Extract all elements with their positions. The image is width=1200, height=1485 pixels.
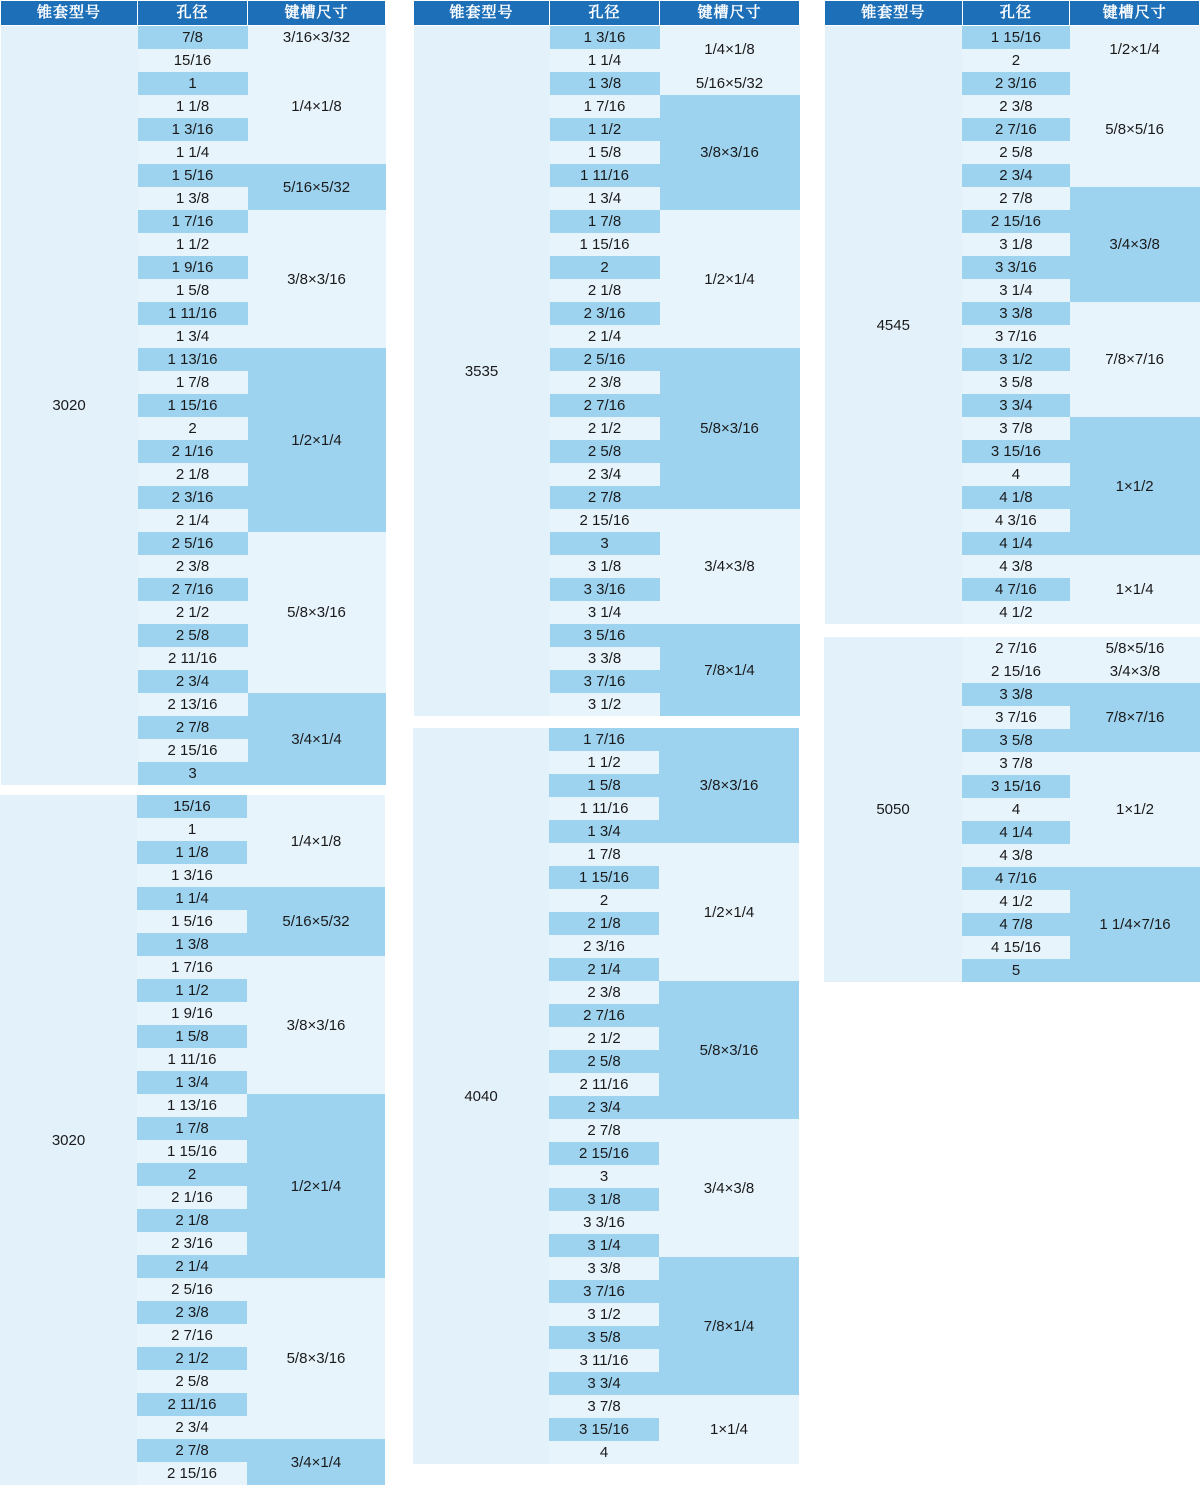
bore-cell: 1 1/4 (137, 887, 247, 910)
keyway-cell: 3/4×3/8 (1070, 187, 1200, 302)
bore-cell: 2 5/16 (137, 1278, 247, 1301)
bore-cell: 2 1/8 (138, 463, 248, 486)
bore-cell: 1 5/8 (138, 279, 248, 302)
bore-cell: 3 7/16 (550, 670, 660, 693)
bore-cell: 2 1/2 (137, 1347, 247, 1370)
bore-cell: 2 5/8 (137, 1370, 247, 1393)
bore-cell: 2 5/8 (549, 1050, 659, 1073)
bore-cell: 2 7/8 (138, 716, 248, 739)
bore-cell: 2 7/8 (962, 187, 1070, 210)
table-body (825, 26, 1200, 625)
bore-cell: 4 3/16 (962, 509, 1070, 532)
bore-cell: 1 9/16 (138, 256, 248, 279)
keyway-cell: 1/4×1/8 (247, 795, 385, 887)
bore-cell: 15/16 (138, 49, 248, 72)
bore-cell: 2 3/8 (138, 555, 248, 578)
keyway-cell: 5/8×5/16 (1070, 637, 1200, 660)
bore-cell: 3 3/4 (962, 394, 1070, 417)
table-body (1, 26, 386, 786)
bore-cell: 1 13/16 (137, 1094, 247, 1117)
bore-cell: 3 1/8 (549, 1188, 659, 1211)
bore-cell: 2 (550, 256, 660, 279)
bore-cell: 2 11/16 (549, 1073, 659, 1096)
bore-cell: 1 1/4 (550, 49, 660, 72)
keyway-cell: 3/8×3/16 (247, 956, 385, 1094)
header-key: 键槽尺寸 (1070, 1, 1200, 26)
keyway-cell: 3/16×3/32 (248, 26, 386, 50)
bore-cell: 3 1/4 (550, 601, 660, 624)
table-3535 (413, 0, 800, 716)
keyway-cell: 3/4×1/4 (247, 1439, 385, 1485)
keyway-cell: 1×1/2 (1070, 752, 1200, 867)
bore-cell: 3 (549, 1165, 659, 1188)
bore-cell: 1 7/8 (138, 371, 248, 394)
bore-cell: 2 3/4 (138, 670, 248, 693)
bore-cell: 3 1/8 (550, 555, 660, 578)
bore-cell: 1 7/16 (550, 95, 660, 118)
bore-cell: 2 15/16 (138, 739, 248, 762)
bore-cell: 3 5/8 (962, 371, 1070, 394)
model-cell: 3535 (414, 26, 550, 717)
keyway-cell: 1/2×1/4 (248, 348, 386, 532)
keyway-cell: 7/8×7/16 (1070, 302, 1200, 417)
bore-cell: 3 1/2 (549, 1303, 659, 1326)
bore-cell: 3 3/16 (962, 256, 1070, 279)
bore-cell: 4 7/16 (962, 578, 1070, 601)
bore-cell: 2 3/16 (137, 1232, 247, 1255)
bore-cell: 3 3/8 (962, 302, 1070, 325)
bore-cell: 2 5/16 (550, 348, 660, 371)
bore-cell: 3 5/8 (549, 1326, 659, 1349)
bore-cell: 2 1/4 (550, 325, 660, 348)
bore-cell: 4 3/8 (962, 844, 1070, 867)
keyway-cell: 5/8×3/16 (248, 532, 386, 693)
bore-cell: 2 7/16 (549, 1004, 659, 1027)
bore-cell: 1 15/16 (549, 866, 659, 889)
keyway-cell: 3/8×3/16 (660, 95, 800, 210)
bore-cell: 4 3/8 (962, 555, 1070, 578)
bore-cell: 2 15/16 (137, 1462, 247, 1485)
table-5050 (824, 637, 1200, 982)
bore-cell: 1 (137, 818, 247, 841)
bore-cell: 1 11/16 (138, 302, 248, 325)
bore-cell: 1 13/16 (138, 348, 248, 371)
keyway-cell: 3/4×1/4 (248, 693, 386, 785)
bore-cell: 2 7/8 (549, 1119, 659, 1142)
header-bore: 孔径 (550, 1, 660, 26)
keyway-cell: 3/4×3/8 (659, 1119, 799, 1257)
bore-cell: 2 3/8 (962, 95, 1070, 118)
keyway-cell: 1×1/2 (1070, 417, 1200, 555)
bore-cell: 2 3/4 (962, 164, 1070, 187)
table-body (413, 728, 799, 1464)
bore-cell: 2 1/4 (549, 958, 659, 981)
bore-cell: 4 1/2 (962, 601, 1070, 624)
bore-cell: 1 7/16 (549, 728, 659, 751)
keyway-cell: 1/2×1/4 (1070, 26, 1200, 73)
bore-cell: 4 1/4 (962, 532, 1070, 555)
bore-cell: 2 15/16 (550, 509, 660, 532)
bore-cell: 2 1/8 (550, 279, 660, 302)
model-cell: 4040 (413, 728, 549, 1464)
bore-cell: 4 (962, 463, 1070, 486)
keyway-cell: 1/2×1/4 (660, 210, 800, 348)
keyway-cell: 1/4×1/8 (660, 26, 800, 73)
bore-cell: 1 5/16 (137, 910, 247, 933)
bore-cell: 3 3/16 (550, 578, 660, 601)
bore-cell: 2 (549, 889, 659, 912)
bore-cell: 4 1/4 (962, 821, 1070, 844)
table-body (414, 26, 800, 717)
keyway-cell: 5/8×5/16 (1070, 72, 1200, 187)
bore-cell: 2 5/8 (962, 141, 1070, 164)
bore-cell: 3 7/8 (962, 752, 1070, 775)
bore-cell: 2 3/16 (138, 486, 248, 509)
header-bore: 孔径 (962, 1, 1070, 26)
bore-cell: 4 7/16 (962, 867, 1070, 890)
header-key: 键槽尺寸 (660, 1, 800, 26)
model-cell: 3020 (0, 795, 137, 1485)
keyway-cell: 3/8×3/16 (659, 728, 799, 843)
bore-cell: 3 5/16 (550, 624, 660, 647)
bore-cell: 2 15/16 (549, 1142, 659, 1165)
bore-cell: 1 15/16 (138, 394, 248, 417)
bore-cell: 1 5/8 (550, 141, 660, 164)
header-model: 锥套型号 (1, 1, 138, 26)
keyway-cell: 3/4×3/8 (660, 509, 800, 624)
bore-cell: 3 (550, 532, 660, 555)
keyway-cell: 3/8×3/16 (248, 210, 386, 348)
bore-cell: 2 13/16 (138, 693, 248, 716)
bore-cell: 3 7/8 (962, 417, 1070, 440)
bore-cell: 2 7/8 (137, 1439, 247, 1462)
bore-cell: 1 15/16 (137, 1140, 247, 1163)
bore-cell: 1 1/4 (138, 141, 248, 164)
bore-cell: 1 3/8 (550, 72, 660, 95)
bore-cell: 1 1/2 (137, 979, 247, 1002)
bore-cell: 1 7/16 (137, 956, 247, 979)
bore-cell: 1 11/16 (550, 164, 660, 187)
bore-cell: 3 15/16 (962, 775, 1070, 798)
bore-cell: 2 1/16 (138, 440, 248, 463)
bore-cell: 2 3/4 (137, 1416, 247, 1439)
bore-cell: 2 3/4 (549, 1096, 659, 1119)
bore-cell: 2 (962, 49, 1070, 72)
keyway-cell: 1×1/4 (1070, 555, 1200, 624)
bore-cell: 3 5/8 (962, 729, 1070, 752)
bore-cell: 1 11/16 (549, 797, 659, 820)
bore-cell: 2 7/16 (550, 394, 660, 417)
keyway-cell: 1/2×1/4 (247, 1094, 385, 1278)
bore-cell: 1 1/8 (138, 95, 248, 118)
keyway-cell: 1×1/4 (659, 1395, 799, 1464)
keyway-cell: 5/8×3/16 (659, 981, 799, 1119)
bore-cell: 15/16 (137, 795, 247, 818)
table-body (0, 795, 385, 1485)
bore-cell: 3 15/16 (549, 1418, 659, 1441)
table-header-row (825, 1, 1200, 26)
table-row (414, 26, 800, 50)
bore-cell: 2 3/16 (549, 935, 659, 958)
bore-cell: 1 15/16 (550, 233, 660, 256)
table-body (824, 637, 1200, 982)
bore-cell: 1 15/16 (962, 26, 1070, 50)
table-row (0, 795, 385, 818)
bore-cell: 1 7/8 (549, 843, 659, 866)
table-4040 (413, 728, 799, 1464)
bore-cell: 2 5/8 (138, 624, 248, 647)
bore-cell: 2 5/8 (550, 440, 660, 463)
keyway-cell: 1 1/4×7/16 (1070, 867, 1200, 982)
bore-cell: 1 1/2 (550, 118, 660, 141)
bore-cell: 2 11/16 (137, 1393, 247, 1416)
bore-cell: 3 1/2 (550, 693, 660, 716)
bore-cell: 3 11/16 (549, 1349, 659, 1372)
bore-cell: 1 3/4 (137, 1071, 247, 1094)
bore-cell: 2 7/16 (962, 118, 1070, 141)
bore-cell: 3 15/16 (962, 440, 1070, 463)
table-row (413, 728, 799, 751)
bore-cell: 2 3/4 (550, 463, 660, 486)
bore-cell: 3 3/4 (549, 1372, 659, 1395)
bore-cell: 2 3/8 (550, 371, 660, 394)
header-bore: 孔径 (138, 1, 248, 26)
bore-cell: 1 3/4 (138, 325, 248, 348)
bore-cell: 2 7/8 (550, 486, 660, 509)
keyway-cell: 7/8×7/16 (1070, 683, 1200, 752)
bore-cell: 7/8 (138, 26, 248, 50)
bore-cell: 3 7/8 (549, 1395, 659, 1418)
bore-cell: 1 3/4 (549, 820, 659, 843)
bore-cell: 4 1/2 (962, 890, 1070, 913)
bore-cell: 1 7/16 (138, 210, 248, 233)
bore-cell: 1 3/16 (138, 118, 248, 141)
bore-cell: 1 3/16 (550, 26, 660, 50)
table-3020-lower (0, 795, 385, 1485)
bore-cell: 3 7/16 (549, 1280, 659, 1303)
bore-cell: 2 1/2 (550, 417, 660, 440)
bore-cell: 1 9/16 (137, 1002, 247, 1025)
bore-cell: 2 15/16 (962, 660, 1070, 683)
keyway-cell: 7/8×1/4 (659, 1257, 799, 1395)
model-cell: 5050 (824, 637, 962, 982)
table-row (1, 26, 386, 50)
bore-cell: 2 (137, 1163, 247, 1186)
bore-cell: 3 7/16 (962, 325, 1070, 348)
keyway-cell: 5/16×5/32 (660, 72, 800, 95)
bore-cell: 3 7/16 (962, 706, 1070, 729)
header-key: 键槽尺寸 (248, 1, 386, 26)
bore-cell: 4 1/8 (962, 486, 1070, 509)
keyway-cell: 3/4×3/8 (1070, 660, 1200, 683)
bore-cell: 1 5/16 (138, 164, 248, 187)
bore-cell: 1 7/8 (550, 210, 660, 233)
table-header-row (414, 1, 800, 26)
bore-cell: 3 3/16 (549, 1211, 659, 1234)
bore-cell: 2 1/8 (137, 1209, 247, 1232)
bore-cell: 2 3/8 (137, 1301, 247, 1324)
bore-cell: 5 (962, 959, 1070, 982)
bore-cell: 1 1/8 (137, 841, 247, 864)
bore-cell: 1 (138, 72, 248, 95)
bore-cell: 2 7/16 (962, 637, 1070, 660)
bore-cell: 1 3/8 (137, 933, 247, 956)
bore-cell: 2 1/2 (138, 601, 248, 624)
keyway-cell: 5/8×3/16 (660, 348, 800, 509)
table-row (825, 26, 1200, 50)
bore-cell: 4 (962, 798, 1070, 821)
keyway-cell: 1/2×1/4 (659, 843, 799, 981)
bore-cell: 1 3/4 (550, 187, 660, 210)
bore-cell: 3 3/8 (962, 683, 1070, 706)
bore-cell: 2 11/16 (138, 647, 248, 670)
bore-cell: 2 1/16 (137, 1186, 247, 1209)
header-model: 锥套型号 (825, 1, 963, 26)
bore-cell: 1 1/2 (138, 233, 248, 256)
keyway-cell: 7/8×1/4 (660, 624, 800, 716)
bore-cell: 2 5/16 (138, 532, 248, 555)
bore-cell: 1 3/8 (138, 187, 248, 210)
bore-cell: 1 11/16 (137, 1048, 247, 1071)
bore-cell: 1 5/8 (549, 774, 659, 797)
bore-cell: 4 7/8 (962, 913, 1070, 936)
bore-cell: 1 3/16 (137, 864, 247, 887)
table-header-row (1, 1, 386, 26)
bore-cell: 1 1/2 (549, 751, 659, 774)
keyway-cell: 5/16×5/32 (247, 887, 385, 956)
bore-cell: 2 1/2 (549, 1027, 659, 1050)
bore-cell: 2 3/16 (550, 302, 660, 325)
bore-cell: 3 1/2 (962, 348, 1070, 371)
keyway-cell: 5/8×3/16 (247, 1278, 385, 1439)
table-row (824, 637, 1200, 660)
table-4545 (824, 0, 1200, 624)
keyway-cell: 5/16×5/32 (248, 164, 386, 210)
bore-cell: 3 3/8 (549, 1257, 659, 1280)
bore-cell: 2 7/16 (137, 1324, 247, 1347)
bore-cell: 4 15/16 (962, 936, 1070, 959)
header-model: 锥套型号 (414, 1, 550, 26)
bore-cell: 3 3/8 (550, 647, 660, 670)
bore-cell: 4 (549, 1441, 659, 1464)
bore-cell: 3 1/8 (962, 233, 1070, 256)
bore-cell: 2 1/4 (138, 509, 248, 532)
bore-cell: 1 5/8 (137, 1025, 247, 1048)
table-3020-upper (0, 0, 386, 785)
bore-cell: 2 3/16 (962, 72, 1070, 95)
bore-cell: 2 1/8 (549, 912, 659, 935)
bore-cell: 3 (138, 762, 248, 785)
bore-cell: 2 1/4 (137, 1255, 247, 1278)
bore-cell: 2 3/8 (549, 981, 659, 1004)
keyway-cell: 1/4×1/8 (248, 49, 386, 164)
bore-cell: 3 1/4 (549, 1234, 659, 1257)
model-cell: 4545 (825, 26, 963, 625)
bore-cell: 2 7/16 (138, 578, 248, 601)
bore-cell: 2 (138, 417, 248, 440)
bore-cell: 1 7/8 (137, 1117, 247, 1140)
model-cell: 3020 (1, 26, 138, 786)
bore-cell: 3 1/4 (962, 279, 1070, 302)
bore-cell: 2 15/16 (962, 210, 1070, 233)
